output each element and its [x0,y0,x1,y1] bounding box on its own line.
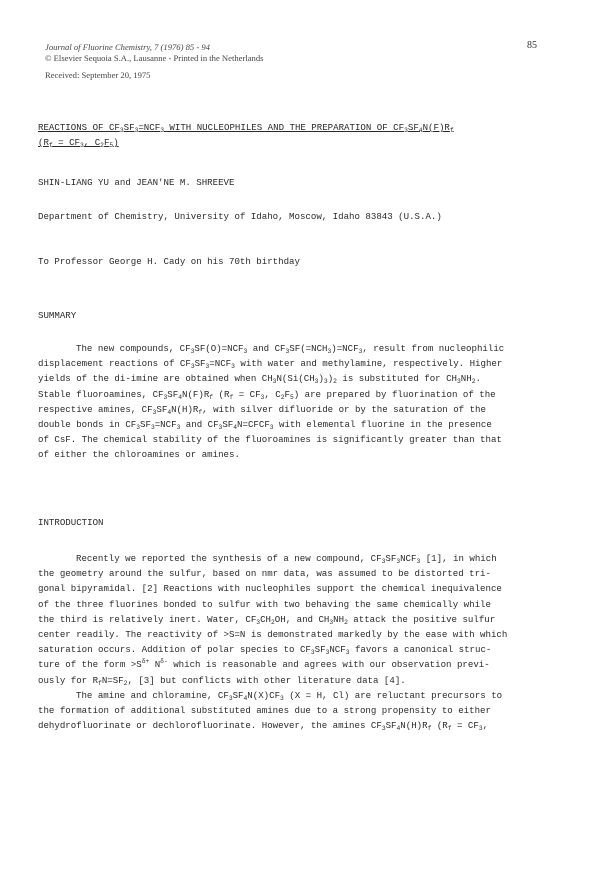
publisher-line: © Elsevier Sequoia S.A., Lausanne - Printed in the Netherlands [45,53,264,63]
chemical-subscript: 4 [233,423,238,431]
summary-body [38,341,558,463]
title-line-2: ($R_f = CF_3$, $C_2F_5$) [38,137,119,150]
introduction-paragraph-1 [38,551,558,688]
dedication: To Professor George H. Cady on his 70th birthday [38,256,300,267]
page-number: 85 [527,40,537,51]
chemical-subscript: f [229,393,234,401]
chemical-subscript: 3 [163,393,168,401]
chemical-subscript: 2 [271,618,275,626]
chemical-subscript: 3 [80,142,84,150]
title-line-1: REACTIONS OF $CF_3SF_3=NCF_3$ WITH NUCLEOPHILES AND THE PREPARATION OF $CF_3SF_4N(F)R_f$ [38,122,454,134]
chemical-subscript: 3 [134,127,139,134]
chemical-subscript: f [447,725,452,733]
text-line: of the three fluorines bonded to sulfur with two behaving the same chemically while [38,598,491,610]
chemical-subscript: 3 [280,694,284,702]
chemical-subscript: 3 [416,558,421,565]
chemical-subscript: 2 [471,378,476,386]
chemical-subscript: 3 [269,423,274,431]
text-line: ously for $R_fN=SF_2$, [3] but conflicts with other literature data [4]. [38,674,406,687]
chemical-subscript: 2 [344,618,348,626]
affiliation: Department of Chemistry, University of Idaho, Moscow, Idaho 83843 (U.S.A.) [38,211,442,222]
chemical-subscript: 4 [396,725,401,733]
journal-citation: Journal of Fluorine Chemistry, 7 (1976) 85 - 94 [45,42,210,52]
chemical-subscript: 3 [205,363,210,371]
text-line: yields of the di-imine are obtained when $CH_3N(Si(CH_3)_3)_2$ is substituted for $CH_3NH_2$. [38,373,481,386]
chemical-subscript: f [427,725,432,733]
chemical-subscript: 3 [381,725,386,733]
chemical-subscript: f [198,408,203,416]
chemical-subscript: 3 [260,393,265,401]
summary-heading: SUMMARY [38,310,77,321]
text-line: displacement reactions of $CF_3SF_3=NCF_3$ with water and methylamine, respectively. Higher [38,358,503,371]
authors: SHIN-LIANG YU and JEAN'NE M. SHREEVE [38,177,235,188]
chemical-subscript: 3 [310,649,315,657]
chemical-subscript: f [98,679,102,687]
chemical-subscript: 3 [381,558,386,565]
chemical-subscript: 3 [243,348,248,355]
chemical-subscript: 2 [280,393,285,401]
chemical-subscript: 3 [327,348,332,355]
chemical-subscript: 3 [176,423,181,431]
chemical-subscript: 3 [345,649,350,657]
chemical-subscript: 3 [119,127,124,134]
text-line: Recently we reported the synthesis of a new compound, $CF_3SF_3NCF_3$ [1], in which [76,553,497,565]
text-line: gonal bipyramidal. [2] Reactions with nucleophiles support the chemical inequivalence [38,583,502,595]
chemical-subscript: 3 [136,423,141,431]
text-line: the geometry around the sulfur, based on nmr data, was assumed to be distorted tri- [38,568,491,580]
chemical-subscript: 3 [404,127,408,134]
text-line: ture of the form $>S^{\delta+}$ $N^{\delta-}$ which is reasonable and agrees with our observation previ- [38,658,490,671]
text-line: respective amines, $CF_3SF_4N(H)R_f$, with silver difluoride or by the saturation of the [38,403,486,416]
text-line: of either the chloroamines or amines. [38,449,240,461]
text-line: The new compounds, $CF_3SF(O)=NCF_3$ and $CF_3SF(=NCH_3)=NCF_3$, result from nucleophilic [76,343,505,355]
chemical-subscript: 2 [100,142,104,150]
chemical-subscript: 3 [457,378,461,386]
text-line: of CsF. The chemical stability of the fluoroamines is significantly greater than that [38,434,502,446]
text-line: dehydrofluorinate or dechlorofluorinate. However, the amines $CF_3SF_4N(H)R_f$ ($R_f = CF_3$, [38,720,489,733]
chemical-subscript: 4 [243,694,248,702]
chemical-subscript: 3 [218,423,223,431]
chemical-subscript: 5 [109,142,114,150]
chemical-subscript: 3 [152,408,157,416]
chemical-subscript: 3 [150,423,155,431]
chemical-subscript: 2 [123,679,128,687]
chemical-subscript: 5 [289,393,294,401]
chemical-subscript: 3 [231,363,235,371]
chemical-subscript: f [449,127,454,134]
text-line: The amine and chloramine, $CF_3SF_4N(X)CF_3$ (X = H, Cl) are reluctant precursors to [76,689,503,702]
chemical-subscript: f [48,142,53,150]
chemical-subscript: 4 [418,127,423,134]
introduction-body [38,551,558,733]
chemical-subscript: f [209,393,214,401]
text-line: double bonds in $CF_3SF_3=NCF_3$ and $CF_3SF_4N=CFCF_3$ with elemental fluorine in the presence [38,418,492,431]
chemical-subscript: 3 [190,363,195,371]
charge-superscript: δ+ [141,658,150,666]
text-line: center readily. The reactivity of >S=N is demonstrated markedly by the ease with which [38,628,508,640]
text-line: the formation of additional substituted amines due to a strong propensity to either [38,704,491,716]
chemical-subscript: 3 [272,378,277,386]
text-line: the third is relatively inert. Water, $CF_3CH_2OH$, and $CH_3NH_2$ attack the positive sulfur [38,613,496,626]
introduction-paragraph-2 [38,688,558,734]
chemical-subscript: 3 [190,348,195,355]
chemical-subscript: 3 [358,348,363,355]
chemical-subscript: 3 [325,649,330,657]
chemical-subscript: 3 [285,348,290,355]
charge-superscript: δ- [160,658,168,666]
chemical-subscript: 3 [256,618,261,626]
chemical-subscript: 3 [314,378,319,386]
chemical-subscript: 3 [160,127,164,134]
text-line: Stable fluoroamines, $CF_3SF_4N(F)R_f$ ($R_f = CF_3$, $C_2F_5$) are prepared by fluorination of the [38,388,496,401]
chemical-subscript: 3 [228,694,233,702]
text-line: saturation occurs. Addition of polar species to $CF_3SF_3NCF_3$ favors a canonical struc- [38,644,492,657]
received-date: Received: September 20, 1975 [45,70,151,80]
article-title [38,119,558,149]
chemical-subscript: 4 [178,393,182,401]
chemical-subscript: 3 [396,558,401,565]
chemical-subscript: 3 [478,725,483,733]
chemical-subscript: 3 [323,378,328,386]
introduction-heading: INTRODUCTION [38,517,104,528]
chemical-subscript: 4 [167,408,172,416]
chemical-subscript: 2 [333,378,337,386]
chemical-subscript: 3 [329,618,334,626]
